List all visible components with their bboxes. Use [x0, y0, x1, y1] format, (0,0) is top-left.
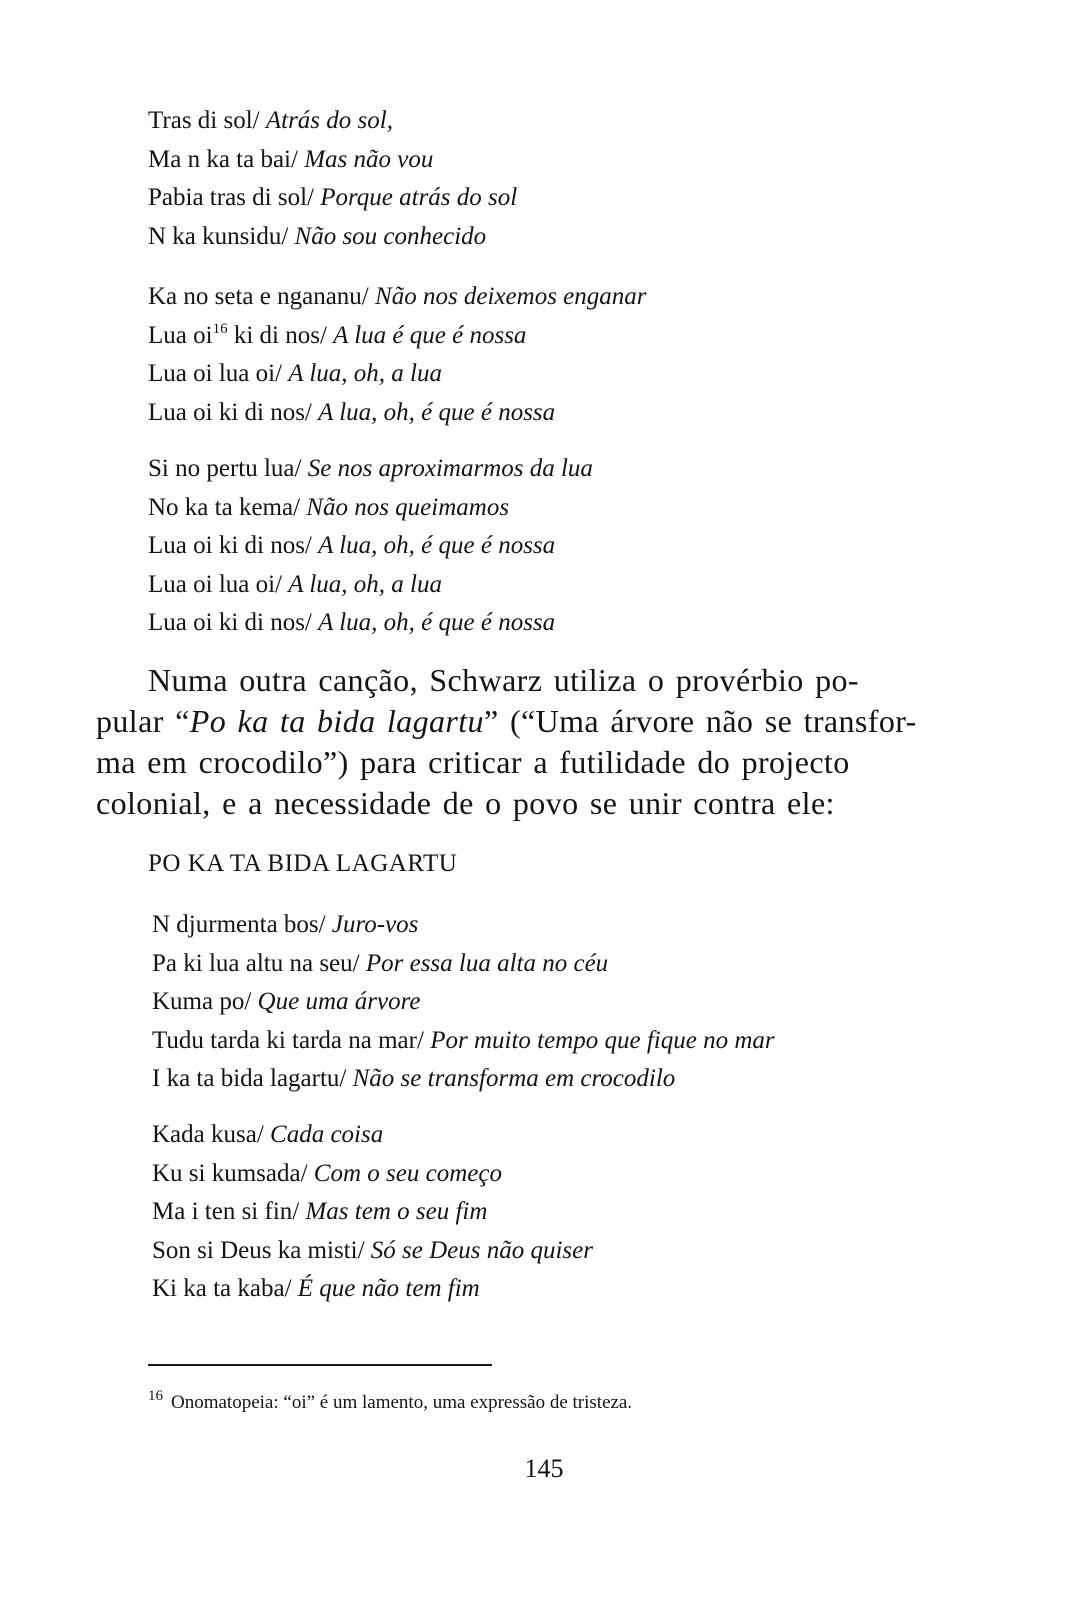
poem-line: Kuma po/ Que uma árvore: [152, 988, 421, 1015]
poem-stanza-1: [148, 102, 968, 256]
prose-line: pular “Po ka ta bida lagartu” (“Uma árvore não se transfor-: [96, 703, 917, 739]
poem-line: Kada kusa/ Cada coisa: [152, 1121, 384, 1148]
prose-line: Numa outra canção, Schwarz utiliza o provérbio po-: [148, 662, 859, 698]
poem-line: Ma i ten si fin/ Mas tem o seu fim: [152, 1198, 488, 1225]
poem-line: I ka ta bida lagartu/ Não se transforma em crocodilo: [152, 1065, 676, 1092]
poem-line: Lua oi ki di nos/ A lua, oh, é que é nossa: [148, 609, 556, 636]
poem-line: Pabia tras di sol/ Porque atrás do sol: [148, 184, 518, 211]
song-title: PO KA TA BIDA LAGARTU: [148, 850, 458, 877]
poem-stanza-3: [148, 450, 968, 643]
poem-line: Ma n ka ta bai/ Mas não vou: [148, 145, 434, 173]
poem-line: Lua oi ki di nos/ A lua, oh, é que é nossa: [148, 532, 556, 559]
poem-line: Lua $oi^{16}$ ki di nos/ A lua é que é nossa: [148, 320, 527, 349]
poem-line: Tudu tarda ki tarda na mar/ Por muito tempo que fique no mar: [152, 1026, 775, 1054]
poem-line: N ka kunsidu/ Não sou conhecido: [148, 222, 487, 250]
poem-line: Son si Deus ka misti/ Só se Deus não quiser: [152, 1236, 593, 1264]
poem-line: N djurmenta bos/ Juro-vos: [152, 911, 419, 938]
poem-line: Lua oi lua oi/ A lua, oh, a lua: [148, 360, 442, 387]
poem-line: Ki ka ta kaba/ É que não tem fim: [152, 1275, 480, 1302]
prose-paragraph: [96, 660, 944, 824]
footnote-number: 16: [148, 1388, 163, 1404]
poem-stanza-2: [148, 278, 968, 432]
song-stanza-1: [152, 906, 972, 1099]
page-number: 145: [524, 1454, 564, 1483]
poem-line: No ka ta kema/ Não nos queimamos: [148, 493, 510, 521]
footnote-marker: 16: [212, 320, 228, 337]
prose-line: ma em crocodilo”) para criticar a futilidade do projecto: [96, 744, 850, 780]
poem-line: Si no pertu lua/ Se nos aproximarmos da lua: [148, 455, 593, 482]
poem-line: Lua oi ki di nos/ A lua, oh, é que é nossa: [148, 398, 556, 426]
footnote: [148, 1382, 632, 1417]
poem-line: Lua oi lua oi/ A lua, oh, a lua: [148, 570, 442, 598]
song-stanza-2: [152, 1116, 972, 1309]
poem-line: Ka no seta e ngananu/ Não nos deixemos enganar: [148, 283, 647, 310]
footnote-divider: [148, 1364, 492, 1366]
poem-line: Tras di sol/ Atrás do sol,: [148, 107, 393, 134]
poem-line: Ku si kumsada/ Com o seu começo: [152, 1159, 502, 1187]
footnote-text: Onomatopeia: “oi” é um lamento, uma expressão de tristeza.: [171, 1392, 633, 1413]
prose-line: colonial, e a necessidade de o povo se unir contra ele:: [96, 785, 835, 821]
poem-line: Pa ki lua altu na seu/ Por essa lua alta no céu: [152, 949, 609, 977]
